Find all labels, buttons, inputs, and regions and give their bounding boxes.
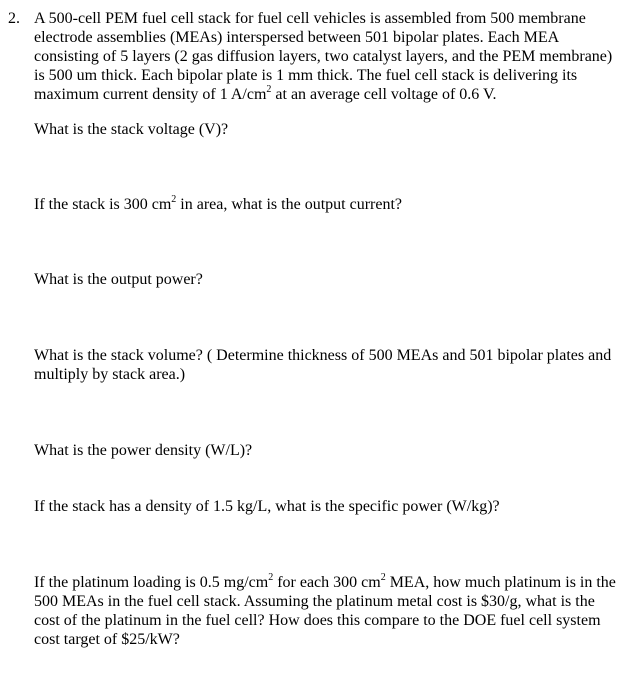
- question-power-density: What is the power density (W/L)?: [34, 442, 253, 459]
- problem-number: 2.: [8, 10, 20, 27]
- question-output-current: If the stack is 300 $cm^2$ in area, what is the output current?: [34, 193, 402, 213]
- question-specific-power: If the stack has a density of 1.5 kg/L, what is the specific power (W/kg)?: [34, 498, 500, 515]
- question-stack-volume: What is the stack volume? ( Determine thickness of 500 MEAs and 501 bipolar plates and multiply by stack area.): [34, 347, 612, 383]
- question-output-power: What is the output power?: [34, 271, 203, 288]
- question-stack-voltage: What is the stack voltage (V)?: [34, 121, 229, 138]
- question-platinum-cost: If the platinum loading is 0.5 $mg/cm^2$ for each 300 $cm^2$ MEA, how much platinum is in the 500 MEAs in the fuel cell stack. Assuming the platinum metal cost is $30/g, what is the cost of the platinum in the fuel cell? How does this compare to the DOE fuel cell system cost target of $25/kW?: [34, 571, 616, 648]
- problem-intro: A 500-cell PEM fuel cell stack for fuel cell vehicles is assembled from 500 membrane electrode assemblies (MEAs) interspersed between 501 bipolar plates. Each MEA consisting of 5 layers (2 gas diffusion layers, two catalyst layers, and the PEM membrane) is 500 um thick. Each bipolar plate is 1 mm thick. The fuel cell stack is delivering its maximum current density of 1 $A/cm^2$ at an average cell voltage of 0.6 V.: [34, 10, 613, 103]
